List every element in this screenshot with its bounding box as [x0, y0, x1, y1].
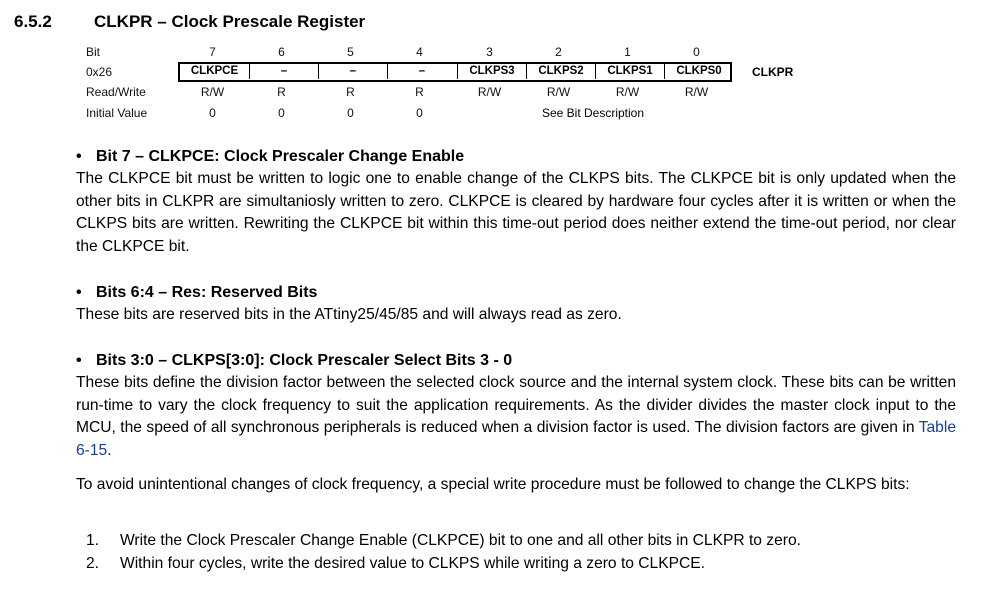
list-item-text: Within four cycles, write the desired value to CLKPS while writing a zero to CLKPCE.: [120, 555, 706, 572]
rw-value: R/W: [684, 85, 709, 99]
bit-number: 7: [209, 45, 216, 59]
list-item-text: Write the Clock Prescaler Change Enable (CLKPCE) bit to one and all other bits in CLKPR to zero.: [120, 532, 801, 549]
section-title-clkpce: • Bit 7 – CLKPCE: Clock Prescaler Change Enable: [76, 145, 956, 168]
bit-name: –: [318, 64, 387, 79]
bit-name: –: [387, 64, 456, 79]
list-item: [86, 552, 966, 575]
rw-value: R: [346, 85, 355, 99]
initial-value: 0: [347, 106, 354, 120]
list-marker: 2.: [86, 555, 100, 572]
initial-value: 0: [416, 106, 423, 120]
bit-number: 0: [693, 45, 700, 59]
section-title: CLKPR – Clock Prescale Register: [94, 12, 366, 31]
paragraph-procedure-intro: To avoid unintentional changes of clock frequency, a special write procedure must be followed to change the CLKPS bits:: [76, 476, 910, 493]
rw-value: R: [415, 85, 424, 99]
procedure-intro: [76, 474, 956, 497]
register-name: CLKPR: [752, 65, 794, 79]
rw-value: R/W: [546, 85, 571, 99]
bullet: •: [76, 148, 82, 165]
paragraph-reserved: These bits are reserved bits in the ATtiny25/45/85 and will always read as zero.: [76, 306, 622, 323]
bit-name: CLKPCE: [190, 65, 239, 77]
rw-value: R/W: [200, 85, 225, 99]
list-item: [86, 529, 966, 552]
address-label: 0x26: [86, 65, 113, 79]
initial-value: 0: [209, 106, 216, 120]
bit-name: CLKPS2: [526, 64, 595, 79]
section-number: 6.5.2: [14, 12, 52, 31]
section-title-reserved: • Bits 6:4 – Res: Reserved Bits: [76, 281, 956, 304]
bit-name: CLKPS3: [457, 64, 526, 79]
bit-number: 1: [624, 45, 631, 59]
procedure-list: [86, 529, 966, 575]
bit-number: 5: [347, 45, 354, 59]
section-title-clkps: • Bits 3:0 – CLKPS[3:0]: Clock Prescaler Select Bits 3 - 0: [76, 349, 956, 372]
rw-value: R: [277, 85, 286, 99]
register-bit-box: [178, 62, 732, 82]
rw-value: R/W: [615, 85, 640, 99]
bullet: •: [76, 284, 82, 301]
bit-name: CLKPS1: [595, 64, 664, 79]
bit-number: 6: [278, 45, 285, 59]
bit-name: CLKPS0: [664, 64, 733, 79]
paragraph-clkps: These bits define the division factor between the selected clock source and the internal system clock. These bits can be written run-time to vary the clock frequency to suit the application requirements. As the divider divides the master clock input to the MCU, the speed of all synchronous peripherals is reduced when a division factor is used. The division factors are given in Table 6-15.: [76, 374, 956, 459]
read-write-label: Read/Write: [86, 85, 146, 99]
initial-value-label: Initial Value: [86, 106, 148, 120]
bit-number: 3: [486, 45, 493, 59]
table-6-15-link[interactable]: Table 6-15: [76, 419, 956, 459]
list-marker: 1.: [86, 532, 100, 549]
rw-value: R/W: [477, 85, 502, 99]
bit-label: Bit: [86, 45, 101, 59]
section-clkpce: [76, 145, 956, 258]
section-heading: [14, 12, 365, 32]
bit-number: 4: [416, 45, 423, 59]
see-bit-description: See Bit Description: [541, 106, 645, 120]
paragraph-clkpce: The CLKPCE bit must be written to logic one to enable change of the CLKPS bits. The CLKPCE bit is only updated when the other bits in CLKPR are simultaniosly written to zero. CLKPCE is cleared by hardware four cycles after it is written or when the CLKPS bits are written. Rewriting the CLKPCE bit within this time-out period does neither extend the time-out period, nor clear the CLKPCE bit.: [76, 170, 956, 255]
bit-name: –: [249, 64, 318, 79]
bullet: •: [76, 352, 82, 369]
section-clkps: [76, 349, 956, 462]
initial-value: 0: [278, 106, 285, 120]
section-reserved: [76, 281, 956, 327]
bit-number: 2: [555, 45, 562, 59]
